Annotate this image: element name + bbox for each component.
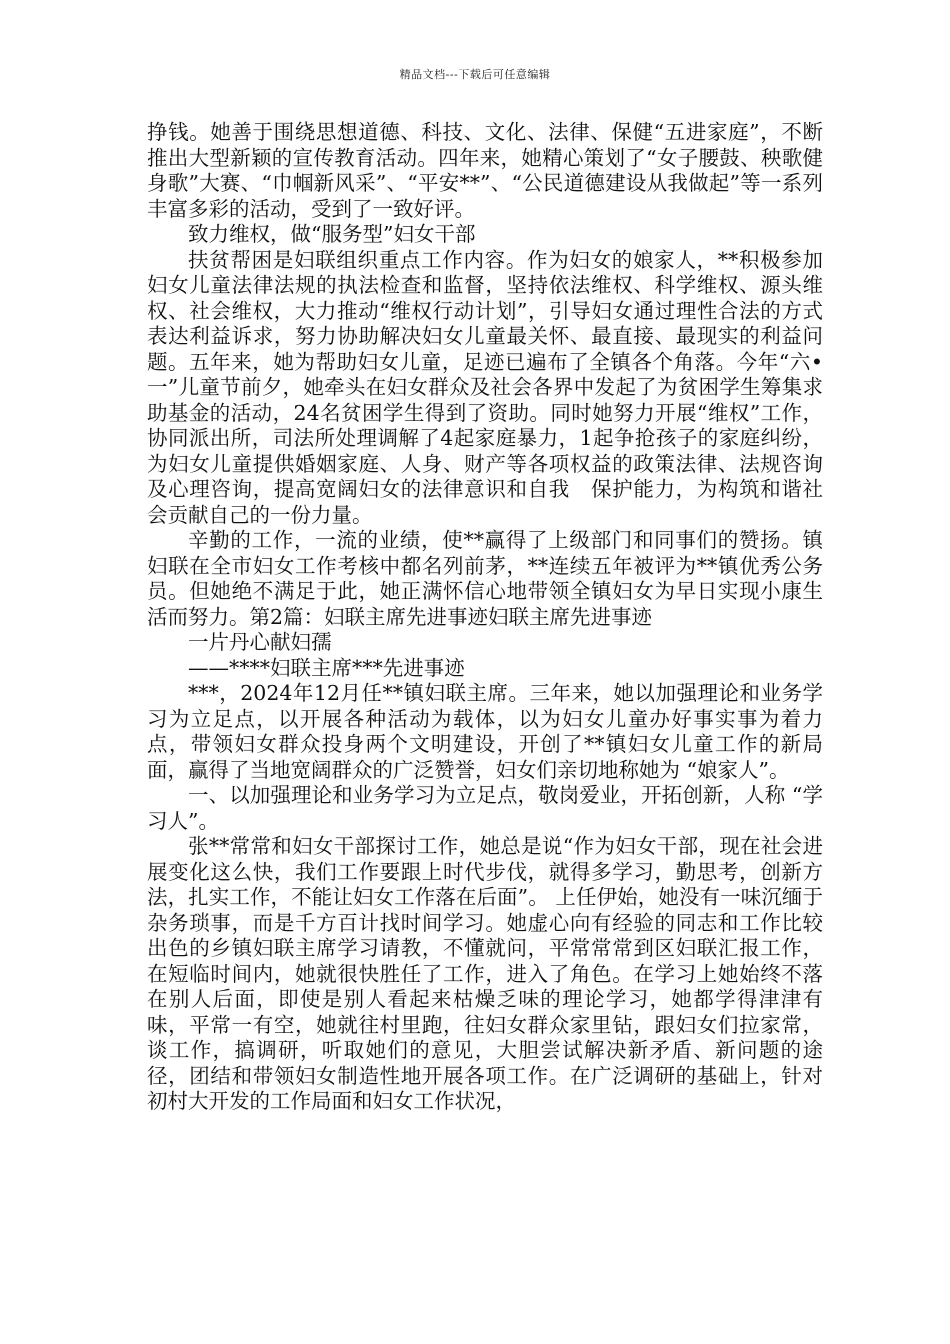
section-heading-rights: 致力维权，做“服务型”妇女干部 (188, 222, 476, 246)
section-heading-study: 一、以加强理论和业务学习为立足点，敬岗爱业，开拓创新，人称 “学习人”。 (147, 783, 823, 833)
paragraph-3: 辛勤的工作，一流的业绩，使**赢得了上级部门和同事们的赞扬。镇妇联在全市妇女工作考核中都名列前茅，**连续五年被评为**镇优秀公务员。但她绝不满足于此，她正满怀信心地带领全镇妇女为早日实现小康生活而努力。第2篇：妇联主席先进事迹妇联主席先进事迹 (147, 528, 823, 629)
paragraph-2: 扶贫帮困是妇联组织重点工作内容。作为妇女的娘家人，**积极参加妇女儿童法律法规的执法检查和监督，坚持依法维权、科学维权、源头维权、社会维权，大力推动“维权行动计划”，引导妇女通过理性合法的方式表达利益诉求，努力协助解决妇女儿童最关怀、最直接、最现实的利益问题。五年来，她为帮助妇女儿童，足迹已遍布了全镇各个角落。今年“六•一”儿童节前夕，她牵头在妇女群众及社会各界中发起了为贫困学生筹集求助基金的活动，24名贫困学生得到了资助。同时她努力开展“维权”工作，协同派出所，司法所处理调解了4起家庭暴力，1起争抢孩子的家庭纠纷，为妇女儿童提供婚姻家庭、人身、财产等各项权益的政策法律、法规咨询及心理咨询，提高宽阔妇女的法律意识和自我 保护能力，为构筑和谐社会贡献自己的一份力量。 (147, 247, 823, 527)
article-subtitle: ——****妇联主席***先进事迹 (188, 655, 465, 680)
paragraph-1: 挣钱。她善于围绕思想道德、科技、文化、法律、保健“五进家庭”，不断推出大型新颖的宣传教育活动。四年来，她精心策划了“女子腰鼓、秧歌健身歌”大赛、“巾帼新风采”、“平安**”、“公民道德建设从我做起”等一系列丰富多彩的活动，受到了一致好评。 (147, 120, 823, 221)
paragraph-5: 张**常常和妇女干部探讨工作，她总是说“作为妇女干部，现在社会进展变化这么快，我们工作要跟上时代步伐，就得多学习，勤思考，创新方法，扎实工作，不能让妇女工作落在后面”。 上任伊始，她没有一味沉缅于杂务琐事，而是千方百计找时间学习。她虚心向有经验的同志和工作比较出色的乡镇妇联主席学习请教，不懂就问，平常常常到区妇联汇报工作，在短临时间内，她就很快胜任了工作，进入了角色。在学习上她始终不落在别人后面，即使是别人看起来枯燥乏味的理论学习，她都学得津津有味，平常一有空，她就往村里跑，往妇女群众家里钻，跟妇女们拉家常，谈工作，搞调研，听取她们的意见，大胆尝试解决新矛盾、新问题的途径，团结和带领妇女制造性地开展各项工作。在广泛调研的基础上，针对初村大开发的工作局面和妇女工作状况， (147, 834, 823, 1113)
page-header: 精品文档---下载后可任意编辑 (399, 68, 551, 81)
article-title: 一片丹心献妇孺 (188, 630, 332, 654)
paragraph-4: ***，2024年12月任**镇妇联主席。三年来，她以加强理论和业务学习为立足点，以开展各种活动为载体，以为妇女儿童办好事实事为着力点，带领妇女群众投身两个文明建设，开创了**镇妇女儿童工作的新局面，赢得了当地宽阔群众的广泛赞誉，妇女们亲切地称她为 “娘家人”。 (147, 681, 823, 782)
document-body (147, 120, 823, 1115)
